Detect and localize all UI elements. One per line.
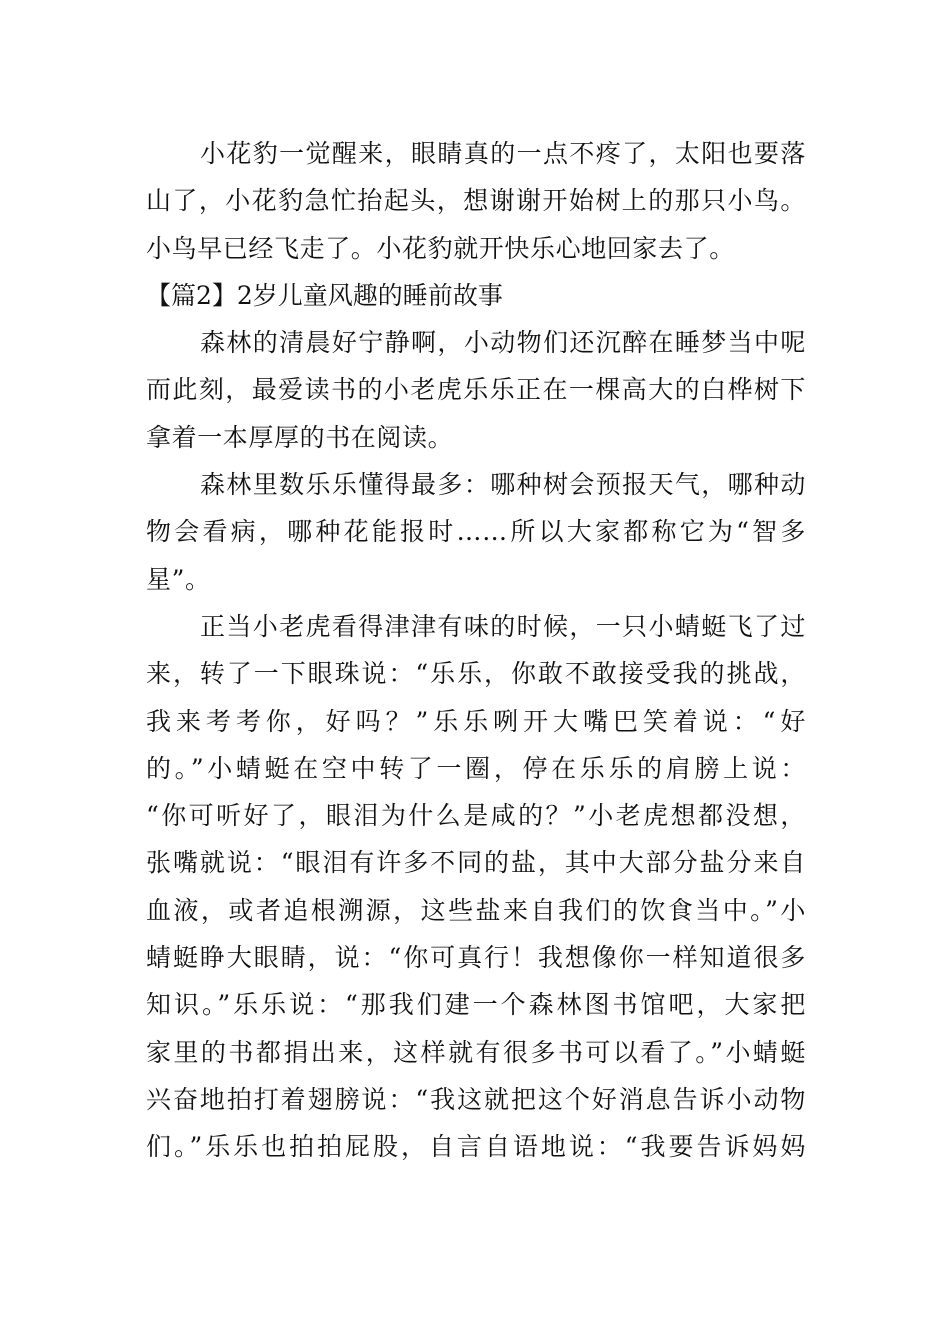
text-line-14: 的。”小蜻蜓在空中转了一圈，停在乐乐的肩膀上说：	[146, 753, 806, 783]
text-line-21: 兴奋地拍打着翅膀说：“我这就把这个好消息告诉小动物	[146, 1084, 806, 1114]
text-line-5: 森林的清晨好宁静啊，小动物们还沉醉在睡梦当中呢	[200, 328, 806, 358]
text-line-8: 森林里数乐乐懂得最多：哪种树会预报天气，哪种动	[200, 470, 806, 500]
text-line-18: 蜻蜓睁大眼睛，说：“你可真行！我想像你一样知道很多	[146, 943, 806, 973]
text-line-15: “你可听好了，眼泪为什么是咸的？”小老虎想都没想，	[146, 801, 806, 831]
text-line-6: 而此刻，最爱读书的小老虎乐乐正在一棵高大的白桦树下	[146, 375, 806, 405]
section-heading: 【篇2】2岁儿童风趣的睡前故事	[146, 280, 503, 310]
text-line-10: 星”。	[146, 564, 211, 594]
text-line-20: 家里的书都捐出来，这样就有很多书可以看了。”小蜻蜓	[146, 1037, 806, 1067]
text-line-11: 正当小老虎看得津津有味的时候，一只小蜻蜓飞了过	[200, 611, 806, 641]
text-line-7: 拿着一本厚厚的书在阅读。	[146, 422, 454, 452]
text-line-22: 们。”乐乐也拍拍屁股，自言自语地说：“我要告诉妈妈	[146, 1132, 806, 1162]
document-page	[146, 130, 806, 1171]
text-line-19: 知识。”乐乐说：“那我们建一个森林图书馆吧，大家把	[146, 990, 806, 1020]
text-line-12: 来，转了一下眼珠说：“乐乐，你敢不敢接受我的挑战，	[146, 659, 806, 689]
text-line-13: 我来考考你，好吗？”乐乐咧开大嘴巴笑着说：“好	[146, 706, 806, 736]
text-line-16: 张嘴就说：“眼泪有许多不同的盐，其中大部分盐分来自	[146, 848, 806, 878]
text-line-3: 小鸟早已经飞走了。小花豹就开快乐心地回家去了。	[146, 233, 735, 263]
text-line-1: 小花豹一觉醒来，眼睛真的一点不疼了，太阳也要落	[200, 139, 806, 168]
text-line-17: 血液，或者追根溯源，这些盐来自我们的饮食当中。”小	[146, 895, 806, 925]
text-line-9: 物会看病，哪种花能报时……所以大家都称它为“智多	[146, 517, 806, 547]
text-line-2: 山了，小花豹急忙抬起头，想谢谢开始树上的那只小鸟。	[146, 186, 806, 216]
